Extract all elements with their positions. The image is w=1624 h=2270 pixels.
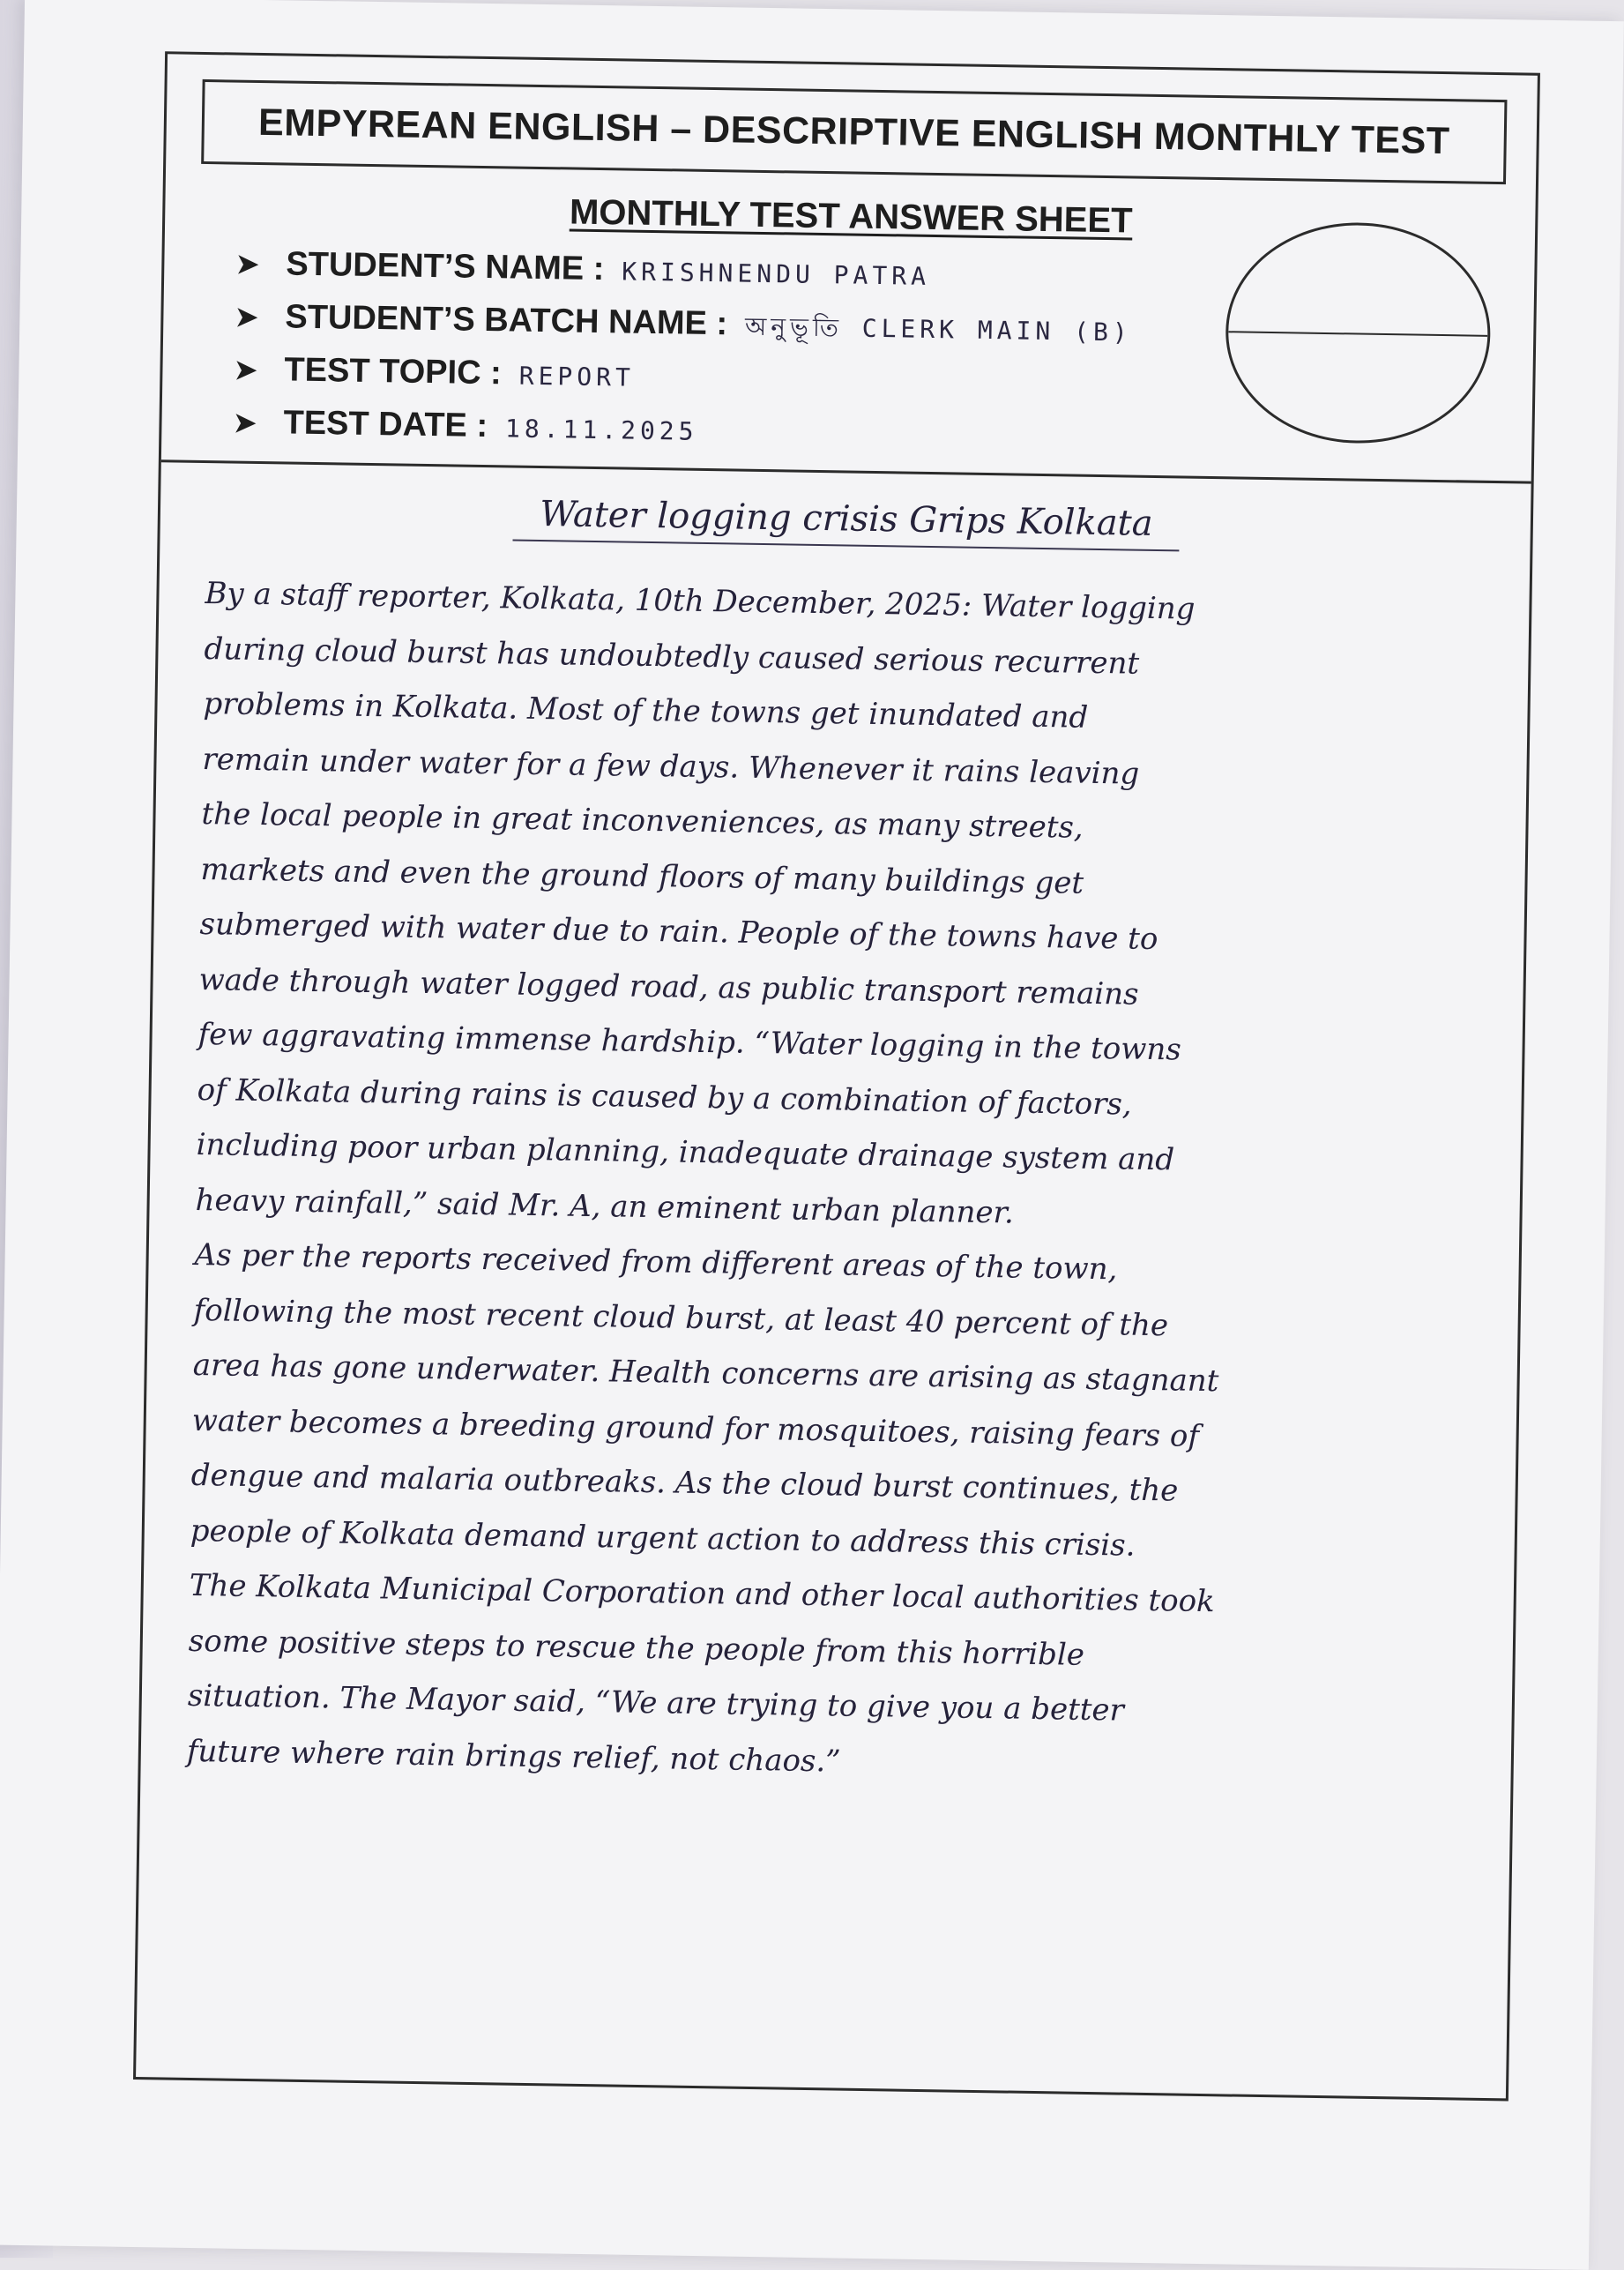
title-box (201, 79, 1507, 184)
student-info (232, 245, 1223, 473)
report-line: submerged with water due to rain. People of the towns have to (199, 907, 1158, 958)
report-line: future where rain brings relief, not chaos.” (186, 1733, 841, 1780)
field-label: STUDENT’S BATCH NAME : (285, 298, 728, 343)
arrow-bullet-icon: ➤ (233, 353, 259, 387)
report-line: heavy rainfall,” said Mr. A, an eminent urban planner. (195, 1182, 1015, 1231)
report-line: remain under water for a few days. Whenever it rains leaving (202, 741, 1140, 792)
marks-circle-divider (1228, 331, 1487, 337)
field-label: TEST DATE : (283, 404, 488, 445)
arrow-bullet-icon: ➤ (232, 406, 258, 440)
report-line: the local people in great inconveniences, as many streets, (201, 796, 1084, 846)
arrow-bullet-icon: ➤ (235, 247, 261, 281)
report-title-text: Water logging crisis Grips Kolkata (513, 494, 1180, 552)
test-topic-value: REPORT (518, 361, 636, 392)
report-line: during cloud burst has undoubtedly caused serious recurrent (204, 631, 1140, 682)
report-line: including poor urban planning, inadequate drainage system and (196, 1126, 1175, 1178)
sheet-subtitle-text: MONTHLY TEST ANSWER SHEET (569, 192, 1133, 241)
field-label: TEST TOPIC : (284, 351, 503, 392)
report-title (160, 488, 1533, 549)
report-body (186, 566, 1501, 1799)
test-title: EMPYREAN ENGLISH – DESCRIPTIVE ENGLISH MONTHLY TEST (257, 101, 1450, 162)
marks-circle (1224, 220, 1492, 445)
report-line: As per the reports received from different areas of the town, (194, 1236, 1118, 1288)
report-line: problems in Kolkata. Most of the towns get inundated and (203, 686, 1089, 736)
sheet-border (133, 51, 1540, 2101)
report-line: dengue and malaria outbreaks. As the cloud burst continues, the (190, 1457, 1179, 1509)
field-label: STUDENT’S NAME : (286, 245, 605, 288)
report-line: wade through water logged road, as public transport remains (198, 961, 1139, 1012)
report-line: some positive steps to rescue the people from this horrible (188, 1623, 1085, 1673)
report-line: markets and even the ground floors of many buildings get (200, 851, 1084, 901)
report-line: following the most recent cloud burst, at least 40 percent of the (193, 1292, 1169, 1343)
report-line: situation. The Mayor said, “We are trying to give you a better (187, 1677, 1125, 1729)
batch-name-value: অনুভূতি CLERK MAIN (B) (744, 311, 1132, 347)
report-line: area has gone underwater. Health concerns are arising as stagnant (192, 1347, 1219, 1400)
report-line: By a staff reporter, Kolkata, 10th December, 2025: Water logging (205, 576, 1196, 627)
report-line: The Kolkata Municipal Corporation and other local authorities took (189, 1567, 1216, 1620)
report-line: water becomes a breeding ground for mosquitoes, raising fears of (191, 1402, 1200, 1454)
report-line: people of Kolkata demand urgent action to address this crisis. (190, 1512, 1136, 1564)
report-line: few aggravating immense hardship. “Water logging in the towns (197, 1016, 1182, 1068)
arrow-bullet-icon: ➤ (234, 300, 260, 334)
report-line: of Kolkata during rains is caused by a combination of factors, (197, 1072, 1132, 1123)
test-date-value: 18.11.2025 (504, 414, 698, 446)
student-name-value: KRISHNENDU PATRA (622, 257, 931, 291)
